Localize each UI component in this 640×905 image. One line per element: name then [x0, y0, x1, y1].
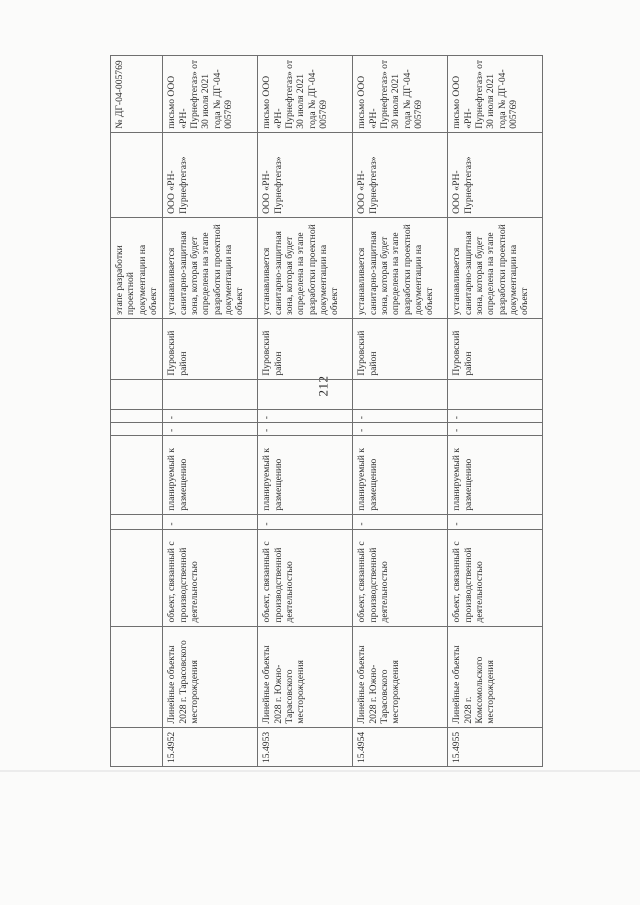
cell-number — [111, 727, 163, 766]
dash: - — [356, 428, 368, 433]
cell-name: Линейные объекты 2028 г. Комсомольского месторождения — [448, 626, 543, 727]
dash: - — [261, 522, 273, 526]
cell-zone: этапе разработки проектной документации на объект — [111, 217, 163, 318]
cell-dash — [163, 423, 258, 436]
cell-org — [111, 132, 163, 217]
cell-zone: устанавливается санитарно-защитная зона, которая будет определена на этапе разработки проектной документации на объект — [353, 217, 448, 318]
table-row — [258, 56, 353, 767]
cell-number: 15.4955 — [448, 727, 543, 766]
cell-district: Пуровский район — [258, 318, 353, 379]
cell-empty — [111, 423, 163, 436]
cell-dash — [353, 514, 448, 529]
dash: - — [166, 416, 178, 420]
cell-dash — [448, 410, 543, 423]
cell-empty — [111, 514, 163, 529]
dash: - — [166, 428, 178, 433]
table-row — [353, 56, 448, 767]
cell-zone: устанавливается санитарно-защитная зона, которая будет определена на этапе разработки проектной документации на объект — [163, 217, 258, 318]
cell-district: Пуровский район — [163, 318, 258, 379]
cell-name — [111, 626, 163, 727]
cell-type — [111, 529, 163, 626]
page-number: 212 — [315, 375, 331, 397]
dash: - — [261, 416, 273, 420]
cell-status — [111, 436, 163, 515]
dash: - — [451, 522, 463, 526]
cell-number: 15.4952 — [163, 727, 258, 766]
table-row — [448, 56, 543, 767]
registry-table-frame — [110, 55, 531, 767]
cell-doc: письмо ООО «РН-Пурнефтегаз» от 30 июля 2021 года № ДГ-04-005769 — [448, 56, 543, 133]
cell-status: планируемый к размещению — [258, 436, 353, 515]
cell-status: планируемый к размещению — [448, 436, 543, 515]
cell-dash — [353, 410, 448, 423]
cell-dash — [448, 423, 543, 436]
cell-name: Линейные объекты 2028 г. Южно-Тарасовского месторождения — [353, 626, 448, 727]
cell-name: Линейные объекты 2028 г. Тарасовского месторождения — [163, 626, 258, 727]
cell-district: Пуровский район — [353, 318, 448, 379]
cell-doc: № ДГ-04-005769 — [111, 56, 163, 133]
cell-doc: письмо ООО «РН-Пурнефтегаз» от 30 июля 2021 года № ДГ-04-005769 — [353, 56, 448, 133]
cell-dash — [258, 423, 353, 436]
cell-dash — [258, 410, 353, 423]
cell-dash — [448, 514, 543, 529]
cell-empty — [353, 379, 448, 410]
cell-status: планируемый к размещению — [163, 436, 258, 515]
cell-type: объект, связанный с производственной деятельностью — [163, 529, 258, 626]
cell-dash — [258, 514, 353, 529]
cell-type: объект, связанный с производственной деятельностью — [258, 529, 353, 626]
dash: - — [356, 522, 368, 526]
cell-dash — [353, 423, 448, 436]
cell-doc: письмо ООО «РН-Пурнефтегаз» от 30 июля 2021 года № ДГ-04-005769 — [163, 56, 258, 133]
cell-empty — [111, 410, 163, 423]
dash: - — [166, 522, 178, 526]
cell-district — [111, 318, 163, 379]
cell-type: объект, связанный с производственной деятельностью — [353, 529, 448, 626]
cell-district: Пуровский район — [448, 318, 543, 379]
table-row-continued — [111, 56, 163, 767]
cell-empty — [163, 379, 258, 410]
cell-org: ООО «РН-Пурнефтегаз» — [258, 132, 353, 217]
dash: - — [261, 428, 273, 433]
cell-org: ООО «РН-Пурнефтегаз» — [448, 132, 543, 217]
cell-name: Линейные объекты 2028 г. Южно-Тарасовского месторождения — [258, 626, 353, 727]
cell-zone: устанавливается санитарно-защитная зона, которая будет определена на этапе разработки проектной документации на объект — [258, 217, 353, 318]
dash: - — [356, 416, 368, 420]
page-edge — [0, 770, 640, 772]
rotated-table-container — [110, 55, 531, 767]
cell-status: планируемый к размещению — [353, 436, 448, 515]
dash: - — [451, 428, 463, 433]
cell-type: объект, связанный с производственной деятельностью — [448, 529, 543, 626]
cell-empty — [258, 379, 353, 410]
cell-empty — [111, 379, 163, 410]
cell-number: 15.4954 — [353, 727, 448, 766]
cell-zone: устанавливается санитарно-защитная зона, которая будет определена на этапе разработки проектной документации на объект — [448, 217, 543, 318]
registry-table — [110, 55, 543, 767]
cell-dash — [163, 514, 258, 529]
table-row — [163, 56, 258, 767]
cell-org: ООО «РН-Пурнефтегаз» — [163, 132, 258, 217]
cell-doc: письмо ООО «РН-Пурнефтегаз» от 30 июля 2021 года № ДГ-04-005769 — [258, 56, 353, 133]
cell-dash — [163, 410, 258, 423]
cell-empty — [448, 379, 543, 410]
cell-org: ООО «РН-Пурнефтегаз» — [353, 132, 448, 217]
cell-number: 15.4953 — [258, 727, 353, 766]
dash: - — [451, 416, 463, 420]
